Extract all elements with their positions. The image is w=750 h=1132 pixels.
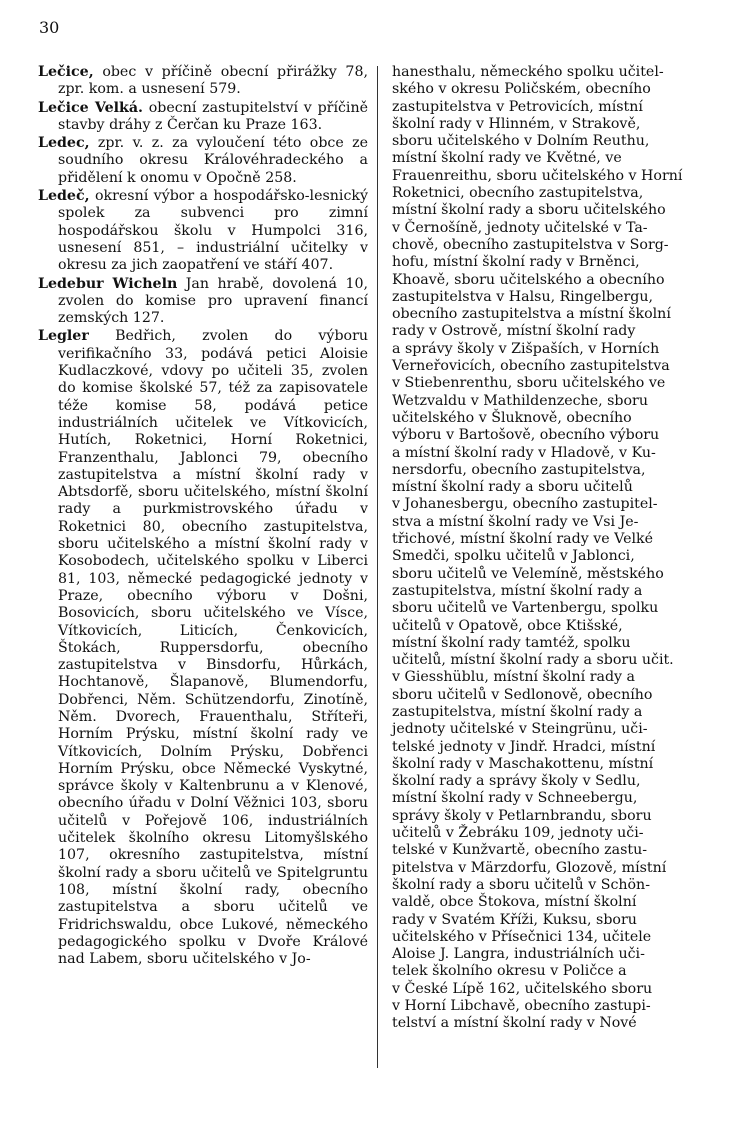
text-line: sboru učitelů ve Vartenbergu, spolku	[392, 600, 659, 617]
page-number: 30	[39, 18, 60, 37]
text-line: školní rady a správy školy v Sedlu,	[392, 773, 641, 790]
text-line: v Horní Libchavě, obecního zastupi-	[392, 998, 651, 1015]
entry-text: Bedřich, zvolen do výboru verifikačního 33, podává petici Aloisie Kudlaczkové, vdovy po učiteli 35, zvolen do komise školské 57, též za zapisovatele téže komise 58, podává petice industriálních učitelek ve Vítkovicích, Hutích, Roketnici, Horní Roketnici, Franzenthalu, Jablonci 79, obecního zastupitelstva a místní školní rady v Abtsdorfě, sboru učitelského, místní školní rady a purkmistrovského úřadu v Roketnici 80, obecního zastupitelstva, sboru učitelského a místní školní rady v Kosobodech, učitelského spolku v Liberci 81, 103, německé pedagogické jednoty v Praze, obecního výboru v Došni, Bosovicích, sboru učitelského ve Vísce, Vítkovicích, Liticích, Čenkovicích, Štokách, Ruppersdorfu, obecního zastupitelstva v Binsdorfu, Hůrkách, Hochtanově, Šlapanově, Blumendorfu, Dobřenci, Něm. Schützendorfu, Zinotíně, Něm. Dvorech, Frauenthalu, Stříteři, Horním Prýsku, místní školní rady ve Vítkovicích, Dolním Prýsku, Dobřenci Horním Prýsku, obce Německé Vyskytné, správce školy v Kaltenbrunu a v Klenové, obecního úřadu v Dolní Věžnici 103, sboru učitelů v Pořejově 106, industriálních učitelek školního okresu Litomyšlského 107, okresního zastupitelstva, místní školní rady a sboru učitelů ve Spitelgruntu 108, místní školní rady, obecního zastupitelstva a sboru učitelů ve Fridrichswaldu, obce Lukové, německého pedagogického spolku v Dvoře Králové nad Labem, sboru učitelského v Jo-	[58, 328, 368, 968]
text-line: místní školní rady ve Květné, ve	[392, 150, 622, 167]
text-line: učitelského v Přísečnici 134, učitele	[392, 928, 652, 945]
text-line: hofu, místní školní rady v Brněnci,	[392, 254, 640, 271]
entry-text: obecní zastupitelství v příčině stavby dráhy z Čerčan ku Praze 163.	[58, 99, 368, 133]
entry-headword: Ledeč,	[38, 188, 90, 205]
text-line: Aloise J. Langra, industriálních uči-	[392, 946, 645, 963]
text-line: rady v Svatém Kříži, Kuksu, sboru	[392, 911, 637, 928]
text-line: třichové, místní školní rady ve Velké	[392, 531, 654, 548]
text-line: valdě, obce Štokova, místní školní	[392, 894, 637, 911]
left-column	[38, 64, 368, 969]
text-line: v České Lípě 162, učitelského sboru	[392, 980, 653, 997]
text-line: místní školní rady tamtéž, spolku	[392, 634, 631, 651]
text-line: ského v okresu Poličském, obecního	[392, 81, 651, 98]
text-line: telek školního okresu v Poličce a	[392, 963, 627, 980]
text-line: v Stiebenrenthu, sboru učitelského ve	[392, 375, 666, 392]
text-line: a správy školy v Zišpaších, v Horních	[392, 340, 660, 357]
text-line: učitelů, místní školní rady a sboru učit.	[392, 652, 674, 669]
text-line: sboru učitelů v Sedlonově, obecního	[392, 686, 653, 703]
index-entry	[38, 100, 368, 135]
text-line: učitelů v Opatově, obce Ktišské,	[392, 617, 623, 634]
text-line: hanesthalu, německého spolku učitel-	[392, 64, 664, 80]
index-entry	[38, 135, 368, 187]
text-line: v Černošíně, jednoty učitelské v Ta-	[392, 219, 648, 236]
continued-entry-text	[392, 64, 714, 1033]
column-divider	[377, 66, 378, 1068]
text-line: Verneřovicích, obecního zastupitelstva	[392, 358, 670, 375]
entry-headword: Ledebur Wicheln	[38, 275, 178, 292]
text-line: pitelstva v Märzdorfu, Glozově, místní	[392, 859, 667, 876]
text-line: Khoavě, sboru učitelského a obecního	[392, 271, 665, 288]
text-line: v Giesshüblu, místní školní rady a	[392, 669, 636, 686]
index-entry	[38, 188, 368, 274]
text-line: Roketnici, obecního zastupitelstva,	[392, 185, 644, 202]
text-line: školní rady v Maschakottenu, místní	[392, 755, 654, 772]
text-line: zastupitelstva, místní školní rady a	[392, 703, 643, 720]
text-line: školní rady v Hlinném, v Strakově,	[392, 115, 641, 132]
text-line: stva a místní školní rady ve Vsi Je-	[392, 513, 639, 530]
text-line: místní školní rady v Schneebergu,	[392, 790, 638, 807]
text-line: sboru učitelského v Dolním Reuthu,	[392, 133, 650, 150]
index-entry	[38, 328, 368, 968]
entry-headword: Lečice,	[38, 64, 94, 80]
text-line: jednoty učitelské v Steingrünu, uči-	[392, 721, 648, 738]
index-entry	[38, 64, 368, 99]
text-line: telství a místní školní rady v Nové	[392, 1015, 637, 1032]
right-column	[392, 64, 714, 1033]
text-line: obecního zastupitelstva a místní školní	[392, 306, 671, 323]
text-line: správy školy v Petlarnbrandu, sboru	[392, 807, 652, 824]
text-line: Wetzvaldu v Mathildenzeche, sboru	[392, 392, 648, 409]
index-entry	[38, 276, 368, 328]
text-line: místní školní rady a sboru učitelského	[392, 202, 666, 219]
text-line: telské v Kunžvartě, obecního zastu-	[392, 842, 648, 859]
entry-text: obec v příčině obecní přirážky 78, zpr. kom. a usnesení 579.	[58, 64, 368, 98]
text-line: učitelů v Žebráku 109, jednoty uči-	[392, 825, 644, 842]
text-line: učitelského v Šluknově, obecního	[392, 409, 632, 426]
text-line: nersdorfu, obecního zastupitelstva,	[392, 461, 646, 478]
text-line: chově, obecního zastupitelstva v Sorg-	[392, 236, 669, 253]
entry-text: zpr. v. z. za vyloučení této obce ze soudního okresu Královéhradeckého a přidělení k onomu v Opočně 258.	[58, 135, 368, 186]
text-line: Frauenreithu, sboru učitelského v Horní	[392, 167, 683, 184]
entry-text: okresní výbor a hospodářsko-lesnický spolek za subvenci pro zimní hospodářskou školu v Humpolci 316, usnesení 851, – industriální učitelky v okresu za jich zaopatření ve stáří 407.	[58, 188, 368, 274]
text-line: sboru učitelů ve Velemíně, městského	[392, 565, 664, 582]
entry-headword: Lečice Velká.	[38, 99, 143, 116]
text-line: telské jednoty v Jindř. Hradci, místní	[392, 738, 656, 755]
entry-headword: Legler	[38, 328, 89, 345]
text-line: Smedči, spolku učitelů v Jablonci,	[392, 548, 635, 565]
text-line: zastupitelstva v Petrovicích, místní	[392, 98, 643, 115]
text-line: místní školní rady a sboru učitelů	[392, 479, 633, 496]
text-line: v Johanesbergu, obecního zastupitel-	[392, 496, 658, 513]
entry-headword: Ledec,	[38, 135, 90, 152]
text-line: rady v Ostrově, místní školní rady	[392, 323, 636, 340]
text-line: školní rady a sboru učitelů v Schön-	[392, 876, 650, 893]
text-line: zastupitelstva v Halsu, Ringelbergu,	[392, 288, 653, 305]
entry-text: Jan hrabě, dovolená 10, zvolen do komise pro upravení financí zemských 127.	[58, 275, 369, 327]
text-line: výboru v Bartošově, obecního výboru	[392, 427, 660, 444]
text-line: a místní školní rady v Hladově, v Ku-	[392, 444, 656, 461]
text-line: zastupitelstva, místní školní rady a	[392, 582, 643, 599]
